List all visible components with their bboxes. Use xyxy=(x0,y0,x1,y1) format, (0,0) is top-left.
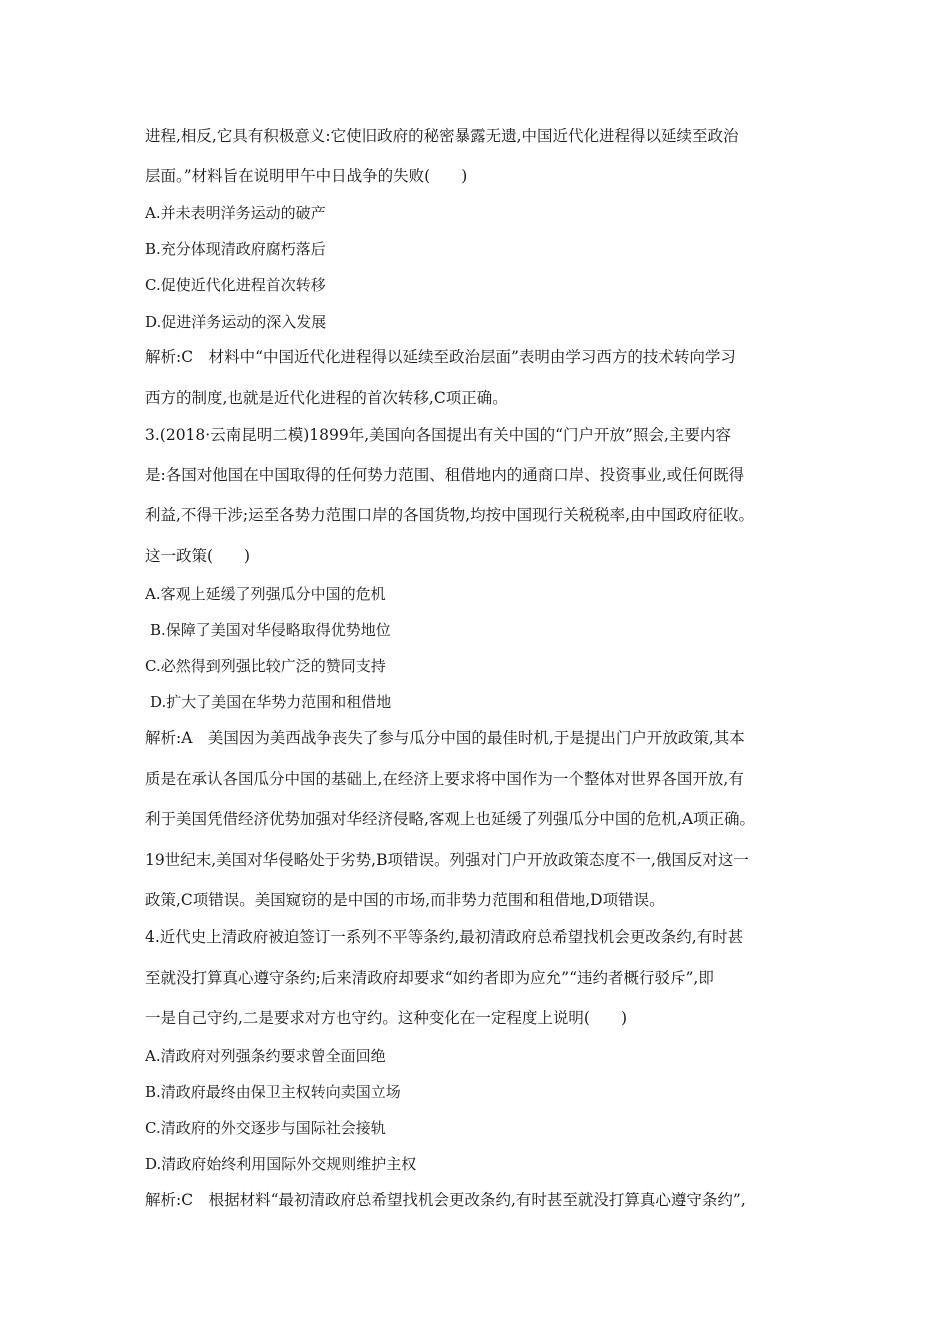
analysis-line: 解析:C 材料中“中国近代化进程得以延续至政治层面”表明由学习西方的技术转向学习 xyxy=(145,348,736,366)
option-c: C.必然得到列强比较广泛的赞同支持 xyxy=(145,657,386,675)
option-a: A.并未表明洋务运动的破产 xyxy=(145,204,326,222)
analysis-line: 19世纪末,美国对华侵略处于劣势,B项错误。列强对门户开放政策态度不一,俄国反对这一 xyxy=(145,851,749,869)
question-stem-line: 层面。”材料旨在说明甲午中日战争的失败( ) xyxy=(145,167,468,185)
option-c: C.促使近代化进程首次转移 xyxy=(145,276,326,294)
option-a: A.客观上延缓了列强瓜分中国的危机 xyxy=(145,585,386,603)
analysis-line: 利于美国凭借经济优势加强对华经济侵略,客观上也延缓了列强瓜分中国的危机,A项正确。 xyxy=(145,810,756,828)
analysis-line: 解析:A 美国因为美西战争丧失了参与瓜分中国的最佳时机,于是提出门户开放政策,其本 xyxy=(145,729,745,747)
option-c: C.清政府的外交逐步与国际社会接轨 xyxy=(145,1119,386,1137)
option-d: D.清政府始终利用国际外交规则维护主权 xyxy=(145,1155,417,1173)
analysis-line: 西方的制度,也就是近代化进程的首次转移,C项正确。 xyxy=(145,389,508,407)
option-d: D.促进洋务运动的深入发展 xyxy=(145,313,327,331)
question-3-line: 利益,不得干涉;运至各势力范围口岸的各国货物,均按中国现行关税税率,由中国政府征收。 xyxy=(145,506,755,524)
analysis-line: 质是在承认各国瓜分中国的基础上,在经济上要求将中国作为一个整体对世界各国开放,有 xyxy=(145,770,744,788)
question-4-line: 一是自己守约,二是要求对方也守约。这种变化在一定程度上说明( ) xyxy=(145,1009,628,1027)
question-4-line: 至就没打算真心遵守条约;后来清政府却要求“如约者即为应允”“违约者概行驳斥”,即 xyxy=(145,969,714,987)
question-3-line: 这一政策( ) xyxy=(145,547,251,565)
question-3-line: 3.(2018·云南昆明二模)1899年,美国向各国提出有关中国的“门户开放”照会,主要内容 xyxy=(145,426,731,444)
question-3-line: 是:各国对他国在中国取得的任何势力范围、租借地内的通商口岸、投资事业,或任何既得 xyxy=(145,466,745,484)
option-b: B.清政府最终由保卫主权转向卖国立场 xyxy=(145,1083,401,1101)
option-b: B.保障了美国对华侵略取得优势地位 xyxy=(150,621,391,639)
analysis-line: 政策,C项错误。美国窥窃的是中国的市场,而非势力范围和租借地,D项错误。 xyxy=(145,891,665,909)
text-line: 进程,相反,它具有积极意义:它使旧政府的秘密暴露无遗,中国近代化进程得以延续至政治 xyxy=(145,127,739,145)
analysis-line: 解析:C 根据材料“最初清政府总希望找机会更改条约,有时甚至就没打算真心遵守条约”, xyxy=(145,1191,746,1209)
option-b: B.充分体现清政府腐朽落后 xyxy=(145,240,326,258)
option-d: D.扩大了美国在华势力范围和租借地 xyxy=(150,693,392,711)
question-4-line: 4.近代史上清政府被迫签订一系列不平等条约,最初清政府总希望找机会更改条约,有时甚 xyxy=(145,928,744,946)
option-a: A.清政府对列强条约要求曾全面回绝 xyxy=(145,1047,386,1065)
